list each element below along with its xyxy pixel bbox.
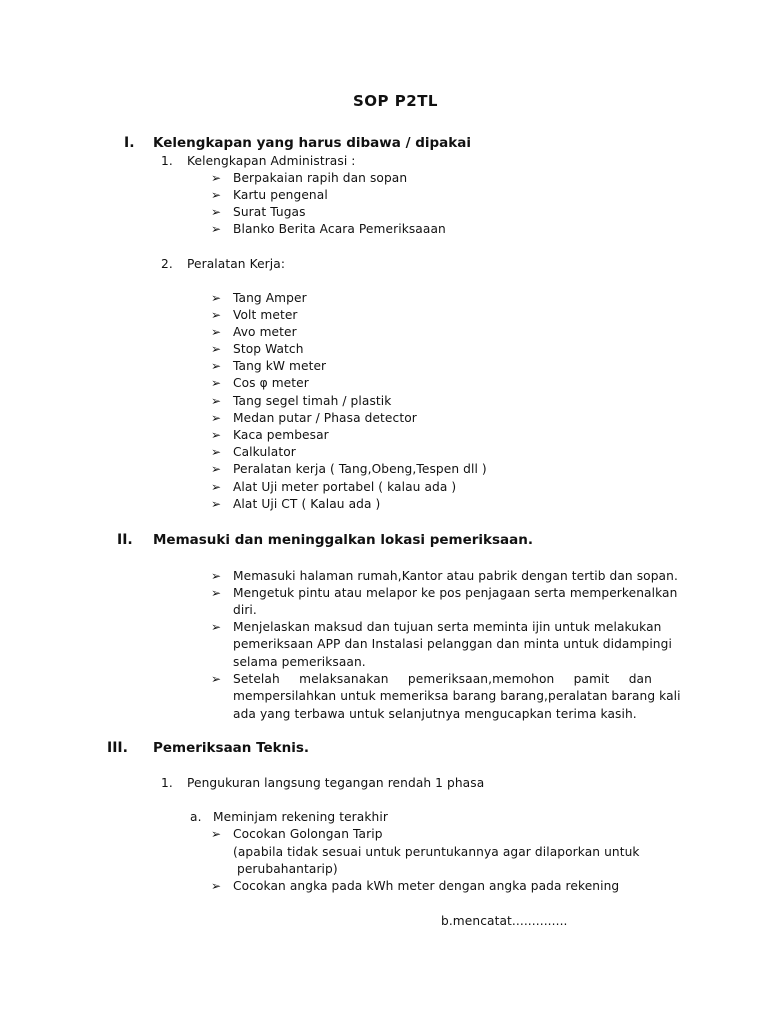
bullet-arrow-icon: ➢ — [211, 879, 222, 893]
bullet-arrow-icon: ➢ — [211, 411, 222, 425]
word: pamit — [573, 672, 610, 686]
list-item: Tang segel timah / plastik — [233, 394, 392, 408]
bullet-arrow-icon: ➢ — [211, 569, 222, 583]
list-item: Peralatan kerja ( Tang,Obeng,Tespen dll ) — [233, 462, 487, 476]
section-3-heading: Pemeriksaan Teknis. — [153, 740, 310, 756]
section-3-numeral: III. — [107, 740, 128, 756]
list-item: Blanko Berita Acara Pemeriksaaan — [233, 222, 446, 236]
bullet-arrow-icon: ➢ — [211, 205, 222, 219]
bullet-arrow-icon: ➢ — [211, 171, 222, 185]
paragraph-line: Mengetuk pintu atau melapor ke pos penjagaan serta memperkenalkan — [233, 586, 678, 600]
bullet-arrow-icon: ➢ — [211, 620, 222, 634]
bullet-arrow-icon: ➢ — [211, 222, 222, 236]
bullet-arrow-icon: ➢ — [211, 462, 222, 476]
list-item: Cocokan angka pada kWh meter dengan angka pada rekening — [233, 879, 620, 893]
list-item: Calkulator — [233, 445, 296, 459]
sub-item-letter: a. — [190, 810, 202, 824]
bullet-arrow-icon: ➢ — [211, 308, 222, 322]
note-line: perubahantarip) — [237, 862, 338, 876]
list-item: Tang Amper — [233, 291, 307, 305]
list-item: Medan putar / Phasa detector — [233, 411, 417, 425]
section-3-group-1-number: 1. — [161, 776, 173, 790]
bullet-arrow-icon: ➢ — [211, 376, 222, 390]
word: melaksanakan — [299, 672, 389, 686]
list-item: Kartu pengenal — [233, 188, 328, 202]
list-item: Volt meter — [233, 308, 298, 322]
list-item: Stop Watch — [233, 342, 304, 356]
list-item: Alat Uji CT ( Kalau ada ) — [233, 497, 381, 511]
footer-note: b.mencatat.............. — [441, 914, 568, 928]
word: dan — [628, 672, 652, 686]
bullet-arrow-icon: ➢ — [211, 827, 222, 841]
paragraph-line: Menjelaskan maksud dan tujuan serta meminta ijin untuk melakukan — [233, 620, 662, 634]
list-item: Alat Uji meter portabel ( kalau ada ) — [233, 480, 457, 494]
bullet-arrow-icon: ➢ — [211, 188, 222, 202]
bullet-arrow-icon: ➢ — [211, 342, 222, 356]
bullet-arrow-icon: ➢ — [211, 586, 222, 600]
note-line: (apabila tidak sesuai untuk peruntukannya agar dilaporkan untuk — [233, 845, 640, 859]
paragraph-line: selama pemeriksaan. — [233, 655, 366, 669]
list-item: Surat Tugas — [233, 205, 306, 219]
section-1-group-1-label: Kelengkapan Administrasi : — [187, 154, 356, 168]
bullet-arrow-icon: ➢ — [211, 497, 222, 511]
paragraph-line: Memasuki halaman rumah,Kantor atau pabrik dengan tertib dan sopan. — [233, 569, 678, 583]
paragraph-line: diri. — [233, 603, 257, 617]
bullet-arrow-icon: ➢ — [211, 480, 222, 494]
section-2-heading: Memasuki dan meninggalkan lokasi pemeriksaan. — [153, 532, 533, 548]
section-2-numeral: II. — [117, 532, 133, 548]
list-item: Berpakaian rapih dan sopan — [233, 171, 408, 185]
bullet-arrow-icon: ➢ — [211, 445, 222, 459]
list-item: Kaca pembesar — [233, 428, 329, 442]
paragraph-line: mempersilahkan untuk memeriksa barang barang,peralatan barang kali — [233, 689, 681, 703]
paragraph-line: ada yang terbawa untuk selanjutnya mengucapkan terima kasih. — [233, 707, 637, 721]
list-item: Avo meter — [233, 325, 297, 339]
bullet-arrow-icon: ➢ — [211, 428, 222, 442]
section-1-heading: Kelengkapan yang harus dibawa / dipakai — [153, 135, 471, 151]
bullet-arrow-icon: ➢ — [211, 359, 222, 373]
list-item: Cos φ meter — [233, 376, 309, 390]
word: pemeriksaan,memohon — [407, 672, 555, 686]
section-1-group-2-number: 2. — [161, 257, 173, 271]
section-1-numeral: I. — [124, 135, 135, 151]
section-1-group-1-number: 1. — [161, 154, 173, 168]
bullet-arrow-icon: ➢ — [211, 672, 222, 686]
section-3-group-1-label: Pengukuran langsung tegangan rendah 1 phasa — [187, 776, 485, 790]
section-1-group-2-label: Peralatan Kerja: — [187, 257, 286, 271]
bullet-arrow-icon: ➢ — [211, 394, 222, 408]
paragraph-line: pemeriksaan APP dan Instalasi pelanggan dan minta untuk didampingi — [233, 637, 672, 651]
justified-paragraph-line — [233, 672, 652, 686]
list-item: Tang kW meter — [233, 359, 327, 373]
list-item: Cocokan Golongan Tarip — [233, 827, 383, 841]
word: Setelah — [233, 672, 280, 686]
bullet-arrow-icon: ➢ — [211, 325, 222, 339]
sub-item-label: Meminjam rekening terakhir — [213, 810, 388, 824]
bullet-arrow-icon: ➢ — [211, 291, 222, 305]
document-title: SOP P2TL — [353, 92, 438, 110]
